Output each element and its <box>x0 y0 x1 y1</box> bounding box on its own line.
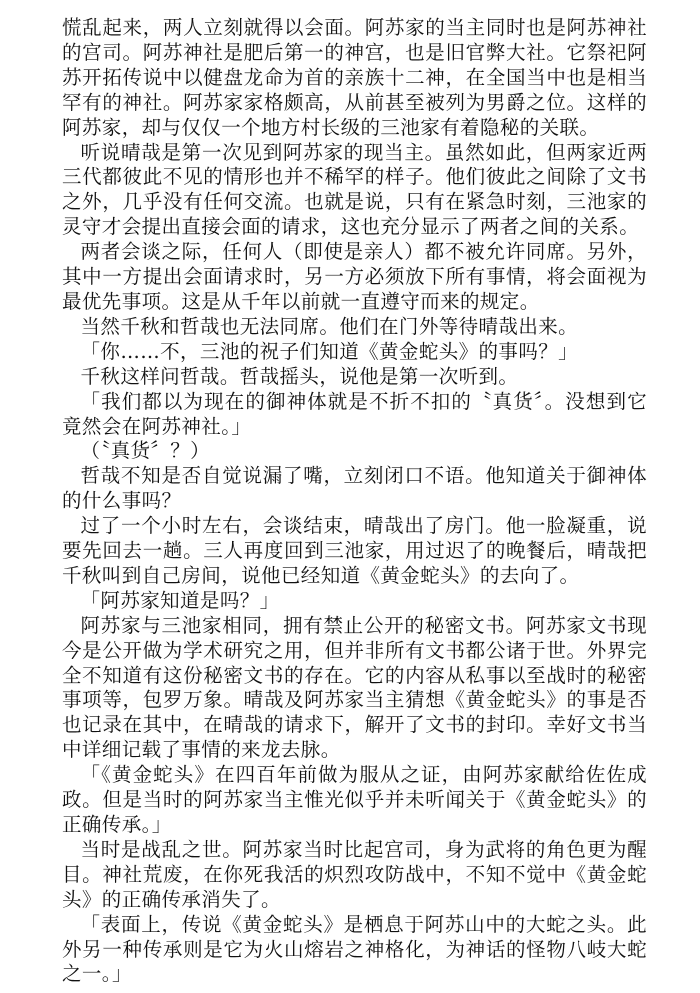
paragraph-8: （〝真货〞？） <box>80 439 211 463</box>
paragraph-15: 「表面上，传说《黄金蛇头》是栖息于阿苏山中的大蛇之头。此外另一种传承则是它为火山熔岩之神格化，为神话的怪物八岐大蛇之一。」 <box>62 912 647 986</box>
paragraph-10: 过了一个小时左右，会谈结束，晴哉出了房门。他一脸凝重，说要先回去一趟。三人再度回到三池家，用过迟了的晚餐后，晴哉把千秋叫到自己房间，说他已经知道《黄金蛇头》的去向了。 <box>62 514 647 587</box>
paragraph-1: 慌乱起来，两人立刻就得以会面。阿苏家的当主同时也是阿苏神社的宫司。阿苏神社是肥后第一的神宫，也是旧官弊大社。它祭祀阿苏开拓传说中以健盘龙命为首的亲族十二神，在全国当中也是相当罕有的神社。阿苏家家格颇高，从前甚至被列为男爵之位。这样的阿苏家，却与仅仅一个地方村长级的三池家有着隐秘的关联。 <box>62 16 647 139</box>
paragraph-5: 「你……不，三池的祝子们知道《黄金蛇头》的事吗？」 <box>80 339 579 363</box>
paragraph-6: 千秋这样问哲哉。哲哉摇头，说他是第一次听到。 <box>80 364 519 388</box>
paragraph-7: 「我们都以为现在的御神体就是不折不扣的〝真货〞。没想到它竟然会在阿苏神社。」 <box>62 389 647 438</box>
paragraph-11: 「阿苏家知道是吗？」 <box>80 588 280 612</box>
paragraph-9: 哲哉不知是否自觉说漏了嘴，立刻闭口不语。他知道关于御神体的什么事吗？ <box>62 464 647 513</box>
paragraph-12: 阿苏家与三池家相同，拥有禁止公开的秘密文书。阿苏家文书现今是公开做为学术研究之用，但并非所有文书都公诸于世。外界完全不知道有这份秘密文书的存在。它的内容从私事以至战时的秘密事项等，包罗万象。晴哉及阿苏家当主猜想《黄金蛇头》的事是否也记录在其中，在晴哉的请求下，解开了文书的封印。幸好文书当中详细记载了事情的来龙去脉。 <box>62 613 647 762</box>
paragraph-14: 当时是战乱之世。阿苏家当时比起宫司，身为武将的角色更为醒目。神社荒废，在你死我活的炽烈攻防战中，不知不觉中《黄金蛇头》的正确传承消失了。 <box>62 837 647 911</box>
paragraph-4: 当然千秋和哲哉也无法同席。他们在门外等待晴哉出来。 <box>80 314 579 338</box>
paragraph-2: 听说晴哉是第一次见到阿苏家的现当主。虽然如此，但两家近两三代都彼此不见的情形也并不稀罕的样子。他们彼此之间除了文书之外，几乎没有任何交流。也就是说，只有在紧急时刻，三池家的灵守才会提出直接会面的请求，这也充分显示了两者之间的关系。 <box>62 140 647 239</box>
paragraph-13: 「《黄金蛇头》在四百年前做为服从之证，由阿苏家献给佐佐成政。但是当时的阿苏家当主惟光似乎并未听闻关于《黄金蛇头》的正确传承。」 <box>62 763 647 836</box>
paragraph-3: 两者会谈之际，任何人（即使是亲人）都不被允许同席。另外，其中一方提出会面请求时，另一方必须放下所有事情，将会面视为最优先事项。这是从千年以前就一直遵守而来的规定。 <box>62 240 647 313</box>
document-page <box>62 16 647 987</box>
